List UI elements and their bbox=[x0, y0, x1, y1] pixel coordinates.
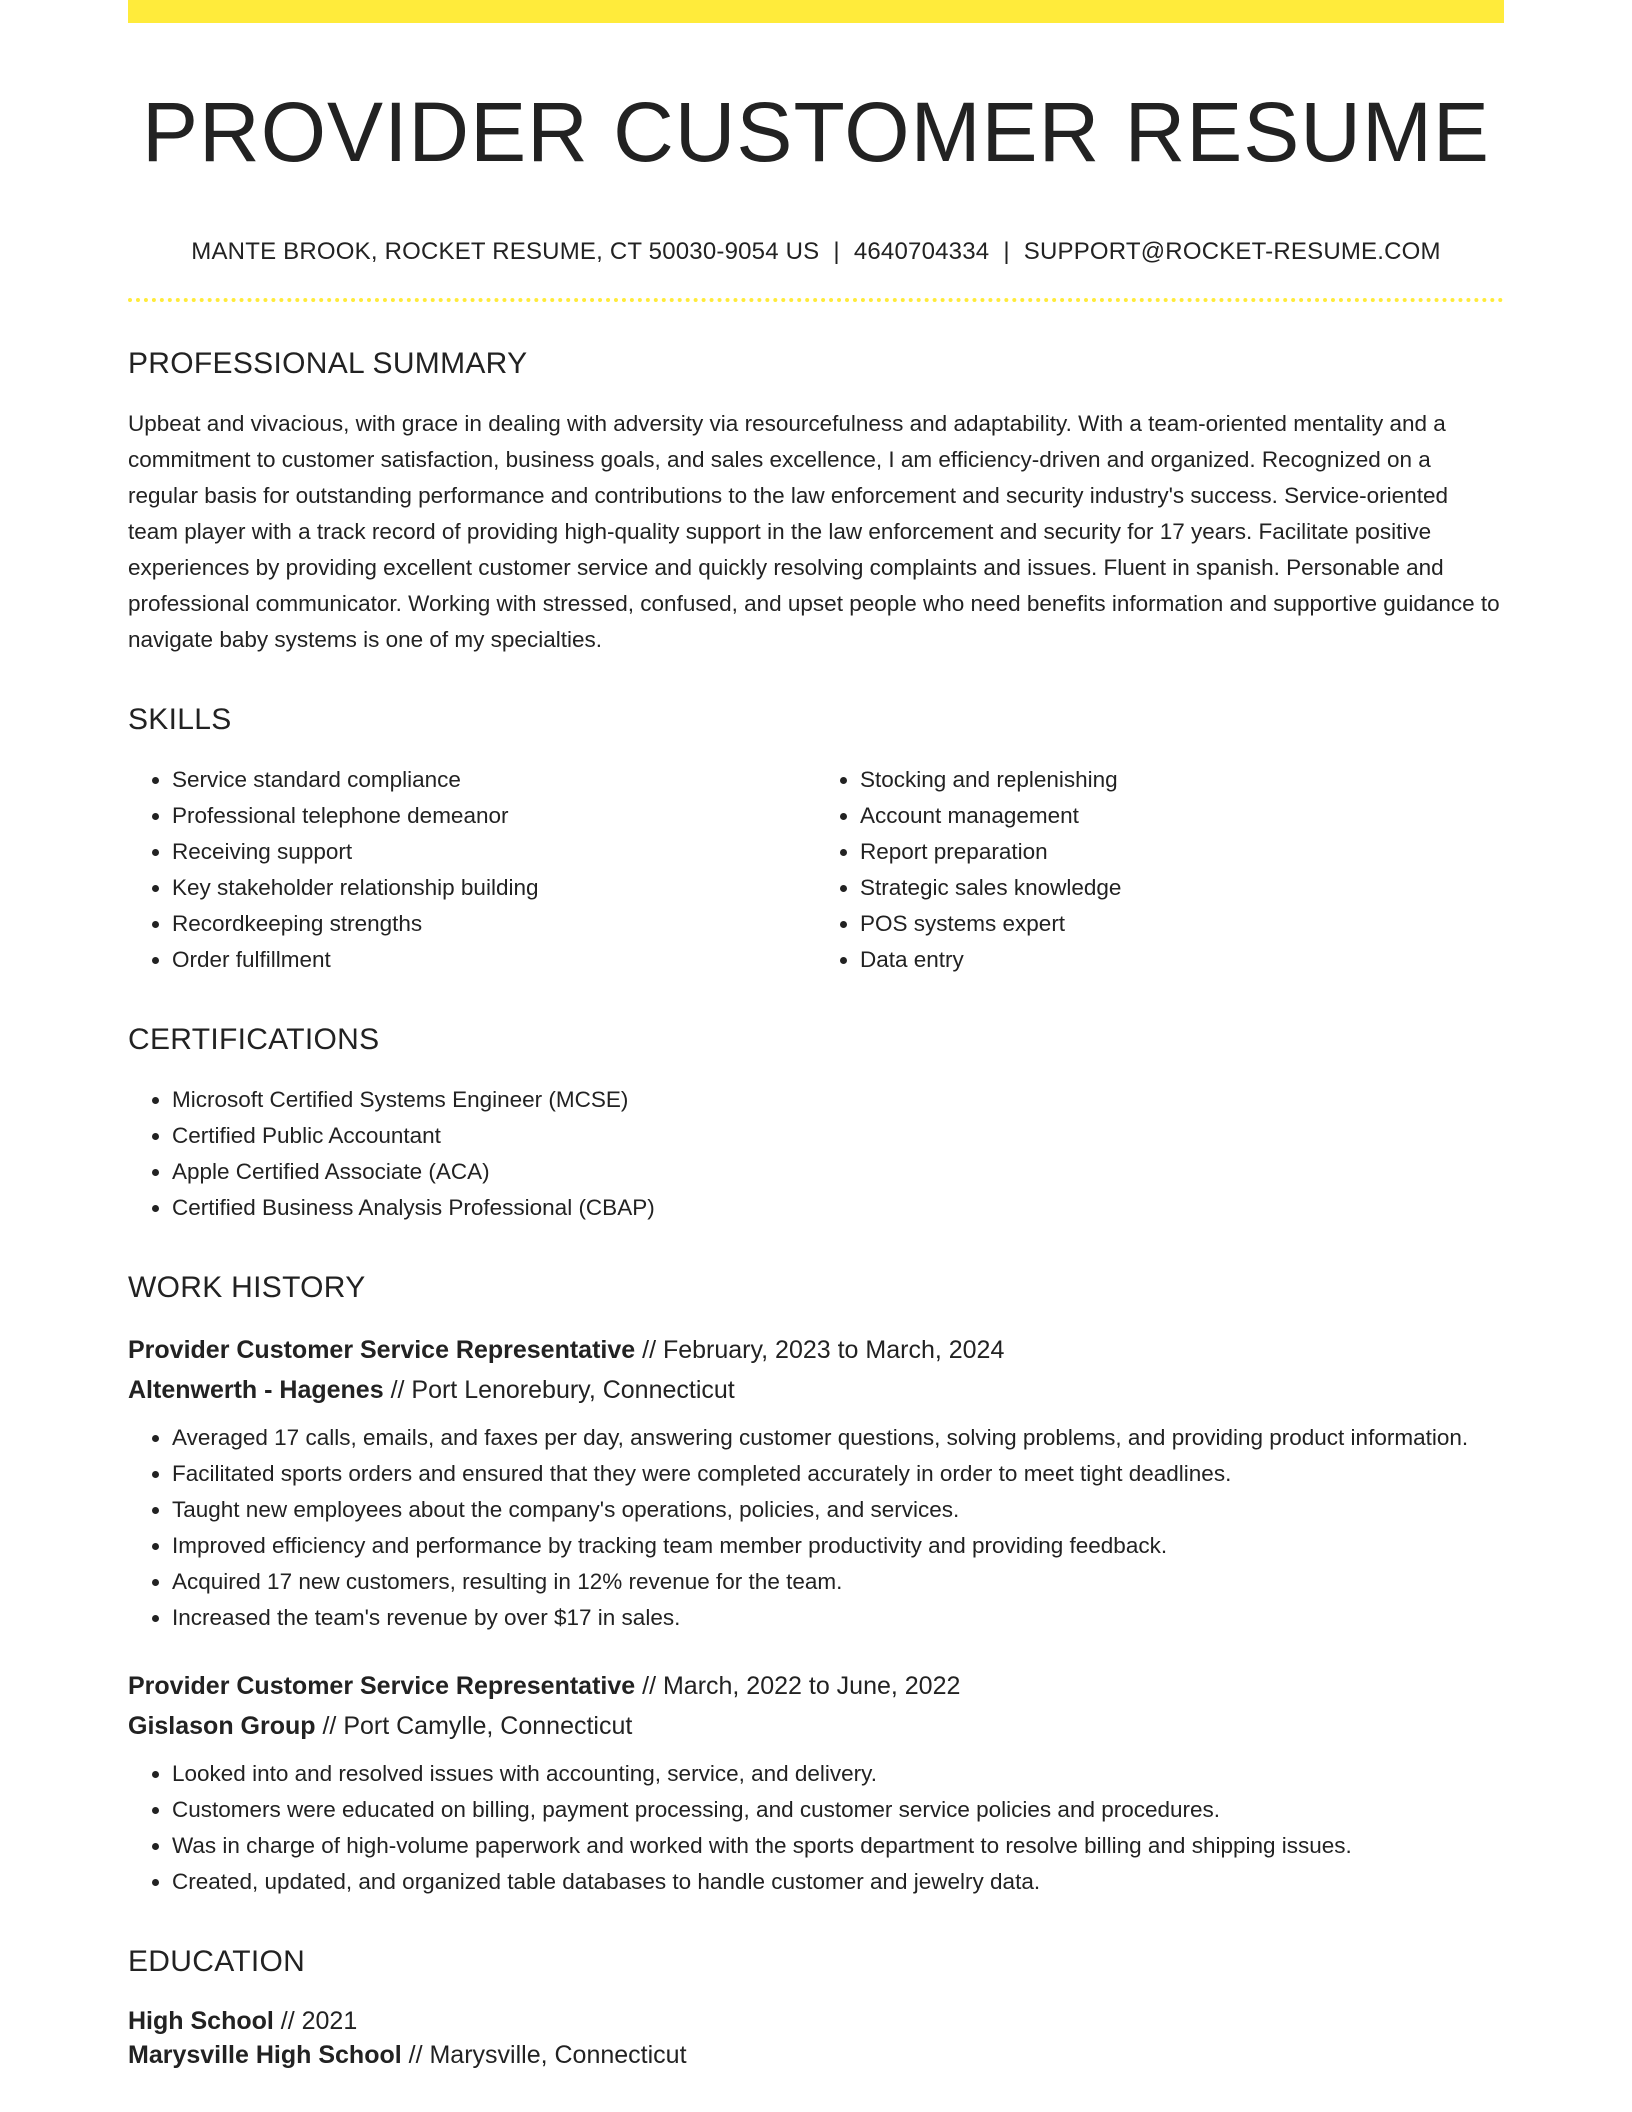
summary-heading: PROFESSIONAL SUMMARY bbox=[128, 346, 528, 380]
contact-separator: | bbox=[1003, 238, 1010, 266]
job-bullet: • Looked into and resolved issues with accounting, service, and delivery. bbox=[172, 1756, 1504, 1792]
certification-item: • Microsoft Certified Systems Engineer (MCSE) bbox=[172, 1082, 1504, 1118]
job-company-line bbox=[128, 1706, 1504, 1746]
education-entry bbox=[128, 2004, 1504, 2072]
education-school: Marysville High School bbox=[128, 2040, 402, 2069]
education-school-line bbox=[128, 2038, 1504, 2072]
skill-item: • Strategic sales knowledge bbox=[860, 870, 1504, 906]
job-title-line bbox=[128, 1330, 1504, 1370]
skill-item: • Report preparation bbox=[860, 834, 1504, 870]
certification-item: • Apple Certified Associate (ACA) bbox=[172, 1154, 1504, 1190]
skills-columns bbox=[128, 762, 1504, 978]
job-dates: // March, 2022 to June, 2022 bbox=[642, 1671, 961, 1700]
job-title: Provider Customer Service Representative bbox=[128, 1335, 636, 1364]
job-location: // Port Lenorebury, Connecticut bbox=[390, 1375, 735, 1404]
education-location: // Marysville, Connecticut bbox=[408, 2040, 687, 2069]
job-entry bbox=[128, 1330, 1504, 1636]
job-bullets bbox=[128, 1756, 1504, 1900]
job-bullets bbox=[128, 1420, 1504, 1636]
contact-separator: | bbox=[833, 238, 840, 266]
skill-item: • Professional telephone demeanor bbox=[172, 798, 816, 834]
skill-item: • POS systems expert bbox=[860, 906, 1504, 942]
job-entry bbox=[128, 1666, 1504, 1900]
education-degree-line bbox=[128, 2004, 1504, 2038]
job-header bbox=[128, 1330, 1504, 1410]
job-bullet: • Customers were educated on billing, payment processing, and customer service policies and procedures. bbox=[172, 1792, 1504, 1828]
work-history-heading: WORK HISTORY bbox=[128, 1270, 366, 1304]
certifications-heading: CERTIFICATIONS bbox=[128, 1022, 380, 1056]
job-header bbox=[128, 1666, 1504, 1746]
job-company: Gislason Group bbox=[128, 1711, 316, 1740]
dotted-divider bbox=[128, 298, 1504, 302]
job-dates: // February, 2023 to March, 2024 bbox=[642, 1335, 1005, 1364]
skill-item: • Key stakeholder relationship building bbox=[172, 870, 816, 906]
job-bullet: • Taught new employees about the company's operations, policies, and services. bbox=[172, 1492, 1504, 1528]
job-bullet: • Was in charge of high-volume paperwork and worked with the sports department to resolve billing and shipping issues. bbox=[172, 1828, 1504, 1864]
job-bullet: • Improved efficiency and performance by tracking team member productivity and providing feedback. bbox=[172, 1528, 1504, 1564]
education-degree: High School bbox=[128, 2006, 274, 2035]
contact-line bbox=[128, 236, 1504, 267]
skill-item: • Service standard compliance bbox=[172, 762, 816, 798]
skill-item: • Data entry bbox=[860, 942, 1504, 978]
certification-item: • Certified Business Analysis Professional (CBAP) bbox=[172, 1190, 1504, 1226]
job-location: // Port Camylle, Connecticut bbox=[322, 1711, 633, 1740]
job-bullet: • Facilitated sports orders and ensured that they were completed accurately in order to meet tight deadlines. bbox=[172, 1456, 1504, 1492]
resume-title: PROVIDER CUSTOMER RESUME bbox=[142, 85, 1490, 179]
education-year: // 2021 bbox=[280, 2006, 358, 2035]
contact-address: MANTE BROOK, ROCKET RESUME, CT 50030-9054 US bbox=[191, 238, 820, 266]
job-bullet: • Averaged 17 calls, emails, and faxes per day, answering customer questions, solving problems, and providing product information. bbox=[172, 1420, 1504, 1456]
skill-item: • Order fulfillment bbox=[172, 942, 816, 978]
job-bullet: • Increased the team's revenue by over $17 in sales. bbox=[172, 1600, 1504, 1636]
contact-email: SUPPORT@ROCKET-RESUME.COM bbox=[1023, 238, 1441, 266]
skill-item: • Stocking and replenishing bbox=[860, 762, 1504, 798]
job-company: Altenwerth - Hagenes bbox=[128, 1375, 384, 1404]
job-bullet: • Acquired 17 new customers, resulting in 12% revenue for the team. bbox=[172, 1564, 1504, 1600]
job-company-line bbox=[128, 1370, 1504, 1410]
skills-left-list bbox=[128, 762, 816, 978]
accent-bar bbox=[128, 0, 1504, 23]
skill-item: • Account management bbox=[860, 798, 1504, 834]
education-heading: EDUCATION bbox=[128, 1944, 306, 1978]
skills-right-list bbox=[816, 762, 1504, 978]
job-bullet: • Created, updated, and organized table databases to handle customer and jewelry data. bbox=[172, 1864, 1504, 1900]
certifications-list bbox=[128, 1082, 1504, 1226]
skill-item: • Receiving support bbox=[172, 834, 816, 870]
certification-item: • Certified Public Accountant bbox=[172, 1118, 1504, 1154]
resume-page bbox=[128, 0, 1504, 2072]
job-title: Provider Customer Service Representative bbox=[128, 1671, 636, 1700]
contact-phone: 4640704334 bbox=[853, 238, 990, 266]
job-title-line bbox=[128, 1666, 1504, 1706]
skill-item: • Recordkeeping strengths bbox=[172, 906, 816, 942]
skills-heading: SKILLS bbox=[128, 702, 232, 736]
summary-text: Upbeat and vivacious, with grace in dealing with adversity via resourcefulness and adaptability. With a team-oriented mentality and a commitment to customer satisfaction, business goals, and sales excellence, I am efficiency-driven and organized. Recognized on a regular basis for outstanding performance and contributions to the law enforcement and security industry's success. Service-oriented team player with a track record of providing high-quality support in the law enforcement and security for 17 years. Facilitate positive experiences by providing excellent customer service and quickly resolving complaints and issues. Fluent in spanish. Personable and professional communicator. Working with stressed, confused, and upset people who need benefits information and supportive guidance to navigate baby systems is one of my specialties. bbox=[128, 410, 1500, 652]
